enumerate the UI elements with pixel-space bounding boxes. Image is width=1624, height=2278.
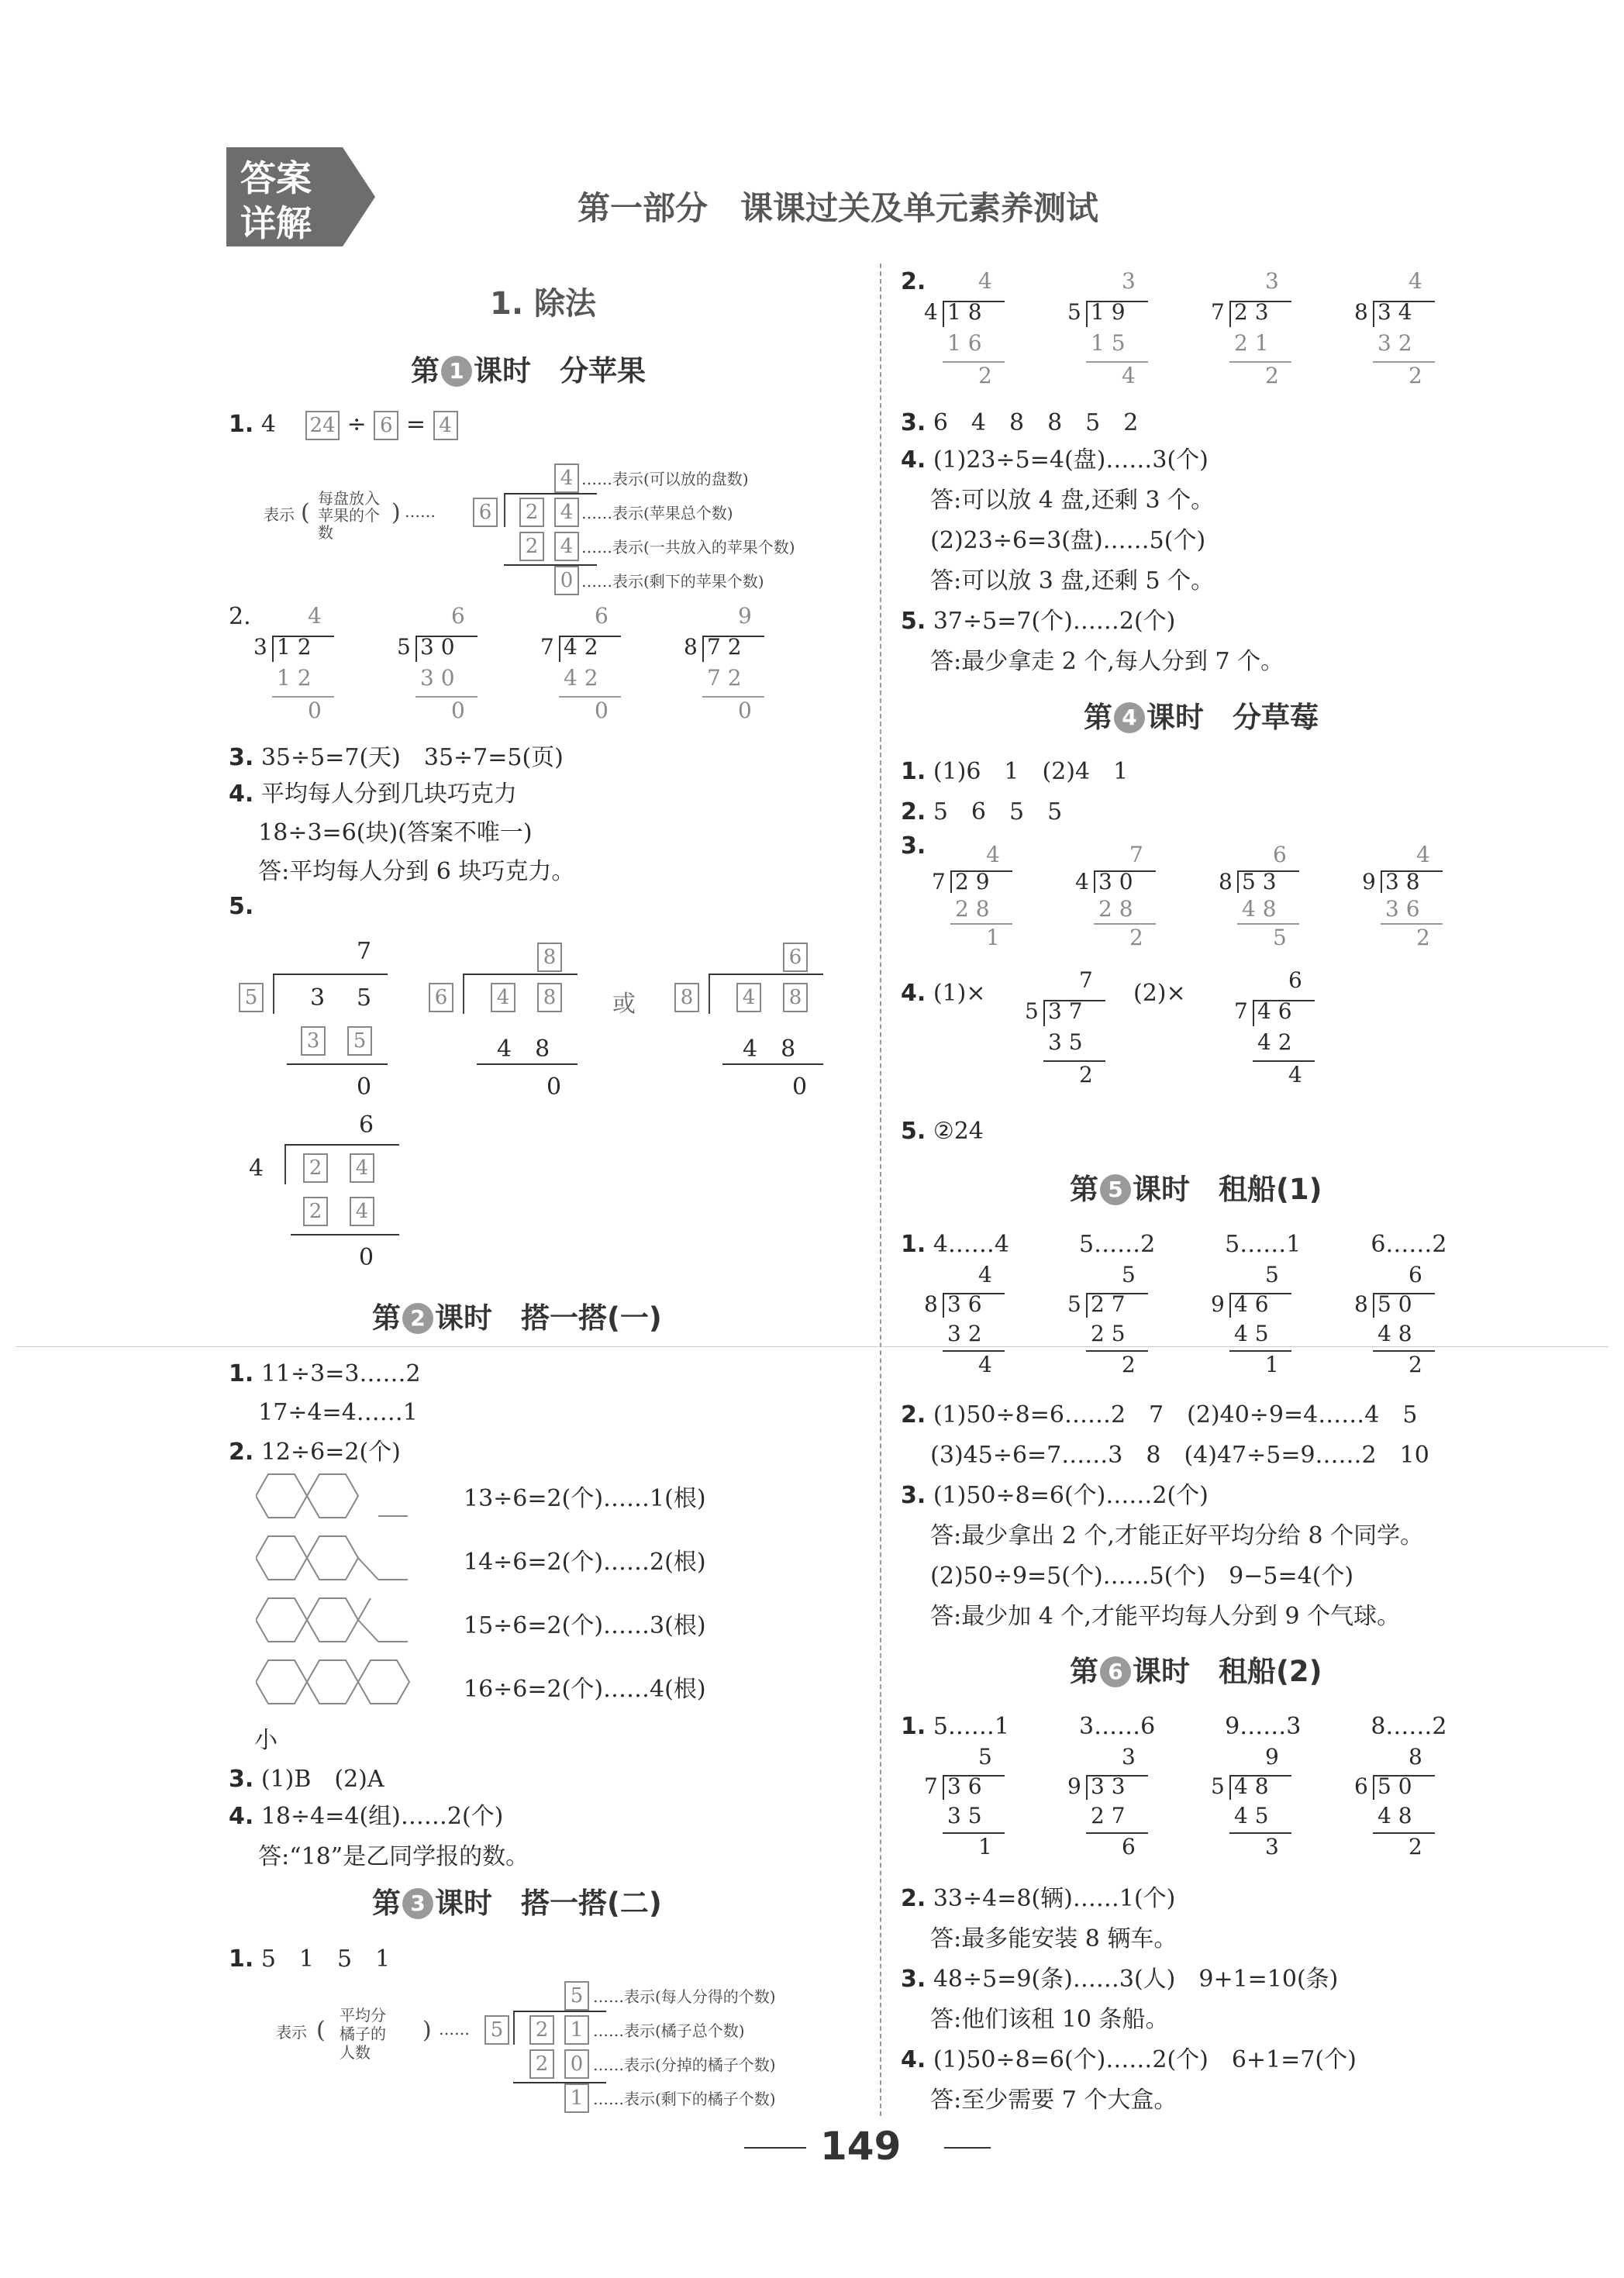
l4-q4: 4. (1)× bbox=[901, 980, 986, 1007]
division-bracket bbox=[950, 872, 952, 893]
l5-q2: 2. (1)50÷8=6……2 7 (2)40÷9=4……4 5 (3)45÷6=7……3 8 (4)47÷5=9……2 10 bbox=[901, 1401, 1429, 1469]
hexagon-row-2 bbox=[256, 1535, 411, 1583]
division-rule bbox=[943, 1832, 1005, 1834]
division-rule bbox=[1086, 1350, 1148, 1352]
division-divisor: 5 bbox=[1067, 1291, 1081, 1317]
l6-q2: 2. 33÷4=8(辆)……1(个) 答:最多能安装 8 辆车。 bbox=[901, 1885, 1177, 1952]
division-divisor: 9 bbox=[1067, 1773, 1081, 1799]
division-bracket bbox=[943, 1777, 944, 1800]
division-divisor: 8 bbox=[924, 1291, 938, 1317]
division-remainder: 1 bbox=[1265, 1352, 1279, 1377]
division-divisor: 4 bbox=[1075, 869, 1089, 894]
lesson-5-title: 第 5 课时 租船(1) bbox=[1070, 1173, 1322, 1206]
division-remainder: 1 bbox=[986, 925, 1000, 950]
r-q3: 3. 6 4 8 8 5 2 bbox=[901, 409, 1139, 436]
long-division bbox=[1209, 1262, 1310, 1380]
division-rule bbox=[272, 696, 334, 698]
l2-q2: 2. 12÷6=2(个) bbox=[229, 1439, 401, 1466]
division-remainder: 0 bbox=[451, 698, 465, 723]
division-product: 1 5 bbox=[1091, 330, 1126, 356]
long-division bbox=[922, 268, 1023, 392]
division-product: 3 6 bbox=[1385, 896, 1420, 922]
division-bracket bbox=[415, 637, 417, 662]
division-quotient: 4 bbox=[978, 268, 992, 294]
division-quotient: 9 bbox=[1265, 1744, 1279, 1770]
long-division bbox=[1066, 1744, 1167, 1862]
division-product: 1 6 bbox=[947, 330, 982, 356]
division-quotient: 4 bbox=[986, 842, 1000, 867]
division-dividend: 4 8 bbox=[1234, 1773, 1269, 1799]
division-dividend: 3 0 bbox=[1098, 869, 1133, 894]
division-remainder: 3 bbox=[1265, 1834, 1279, 1859]
division-dividend: 2 7 bbox=[1091, 1291, 1126, 1317]
division-remainder: 2 bbox=[1129, 925, 1143, 950]
division-dividend: 7 2 bbox=[707, 634, 742, 660]
division-dividend: 1 8 bbox=[947, 299, 982, 325]
division-quotient: 3 bbox=[1265, 268, 1279, 294]
division-remainder: 0 bbox=[308, 698, 322, 723]
l3-diagram: 表示 ( 平均分橘子的人数 ) …… 5 5 2 1 2 0 1 ……表示(每人分得的个数) ……表示(橘子总个数) ……表示(分掉的橘子个数) ……表示(剩下的橘子个数) bbox=[271, 1975, 876, 2111]
division-product: 4 8 bbox=[1377, 1321, 1412, 1346]
long-division bbox=[1233, 967, 1333, 1091]
l1-q5-label: 5. bbox=[229, 893, 254, 920]
division-rule bbox=[943, 1350, 1005, 1352]
division-remainder: 2 bbox=[1079, 1062, 1093, 1087]
division-dividend: 2 9 bbox=[955, 869, 990, 894]
r-q5: 5. 37÷5=7(个)……2(个) 答:最少拿走 2 个,每人分到 7 个。 bbox=[901, 608, 1284, 675]
l4-q3-label: 3. bbox=[901, 832, 926, 860]
division-product: 1 2 bbox=[277, 665, 312, 691]
l5-q3: 3. (1)50÷8=6(个)……2(个) 答:最少拿出 2 个,才能正好平均分给 8 个同学。 (2)50÷9=5(个)……5(个) 9−5=4(个) 答:最少加 4 个,才能平均每人分到 9 个气球。 bbox=[901, 1482, 1424, 1630]
long-division bbox=[1209, 268, 1310, 392]
division-divisor: 5 bbox=[1067, 299, 1081, 325]
l2-q1: 1. 11÷3=3……2 17÷4=4……1 bbox=[229, 1360, 421, 1426]
division-quotient: 4 bbox=[1416, 842, 1430, 867]
long-division bbox=[922, 1744, 1023, 1862]
division-divisor: 7 bbox=[932, 869, 946, 894]
division-divisor: 5 bbox=[397, 634, 411, 660]
l6-q3: 3. 48÷5=9(条)……3(人) 9+1=10(条) 答:他们该租 10 条船。 bbox=[901, 1966, 1339, 2033]
division-quotient: 3 bbox=[1122, 1744, 1136, 1770]
l1-q1: 1. 4 24 ÷ 6 = 4 bbox=[229, 411, 458, 440]
division-divisor: 5 bbox=[1211, 1773, 1225, 1799]
division-divisor: 8 bbox=[1354, 1291, 1368, 1317]
lesson-3-title: 第 3 课时 搭一搭(二) bbox=[372, 1887, 662, 1920]
division-product: 4 8 bbox=[1377, 1803, 1412, 1828]
division-product: 3 5 bbox=[947, 1803, 982, 1828]
l1-q2-divisions bbox=[252, 603, 857, 727]
column-divider bbox=[880, 264, 881, 2116]
l2-q2-row3: 15÷6=2(个)……3(根) bbox=[464, 1612, 706, 1639]
division-dividend: 5 0 bbox=[1377, 1773, 1412, 1799]
division-remainder: 2 bbox=[1122, 1352, 1136, 1377]
division-bracket bbox=[1373, 302, 1374, 327]
l2-q2-tail: 小 bbox=[254, 1727, 278, 1754]
long-division bbox=[682, 603, 783, 727]
division-rule bbox=[1253, 1060, 1315, 1062]
division-bracket bbox=[559, 637, 560, 662]
division-remainder: 0 bbox=[738, 698, 752, 723]
division-divisor: 5 bbox=[1025, 998, 1039, 1024]
division-rule bbox=[1229, 361, 1291, 363]
division-remainder: 4 bbox=[978, 1352, 992, 1377]
division-rule bbox=[702, 696, 764, 698]
long-division bbox=[1353, 1744, 1453, 1862]
division-rule bbox=[1373, 1832, 1435, 1834]
division-rule bbox=[1229, 1832, 1291, 1834]
division-product: 2 1 bbox=[1234, 330, 1269, 356]
l2-q4: 4. 18÷4=4(组)……2(个) 答:“18”是乙同学报的数。 bbox=[229, 1803, 529, 1870]
l6-q4: 4. (1)50÷8=6(个)……2(个) 6+1=7(个) 答:至少需要 7 个大盒。 bbox=[901, 2046, 1357, 2114]
division-bracket bbox=[272, 637, 274, 662]
long-division bbox=[922, 1262, 1023, 1380]
l1-q5-a: 7 5 3 5 3 5 0 bbox=[233, 938, 388, 1116]
division-rule bbox=[1043, 1060, 1105, 1062]
division-quotient: 5 bbox=[1265, 1262, 1279, 1287]
hexagon-row-1 bbox=[256, 1473, 411, 1521]
badge-line2: 详解 bbox=[240, 202, 312, 244]
lesson-4-title: 第 4 课时 分草莓 bbox=[1084, 701, 1319, 734]
division-quotient: 5 bbox=[978, 1744, 992, 1770]
division-dividend: 3 6 bbox=[947, 1291, 982, 1317]
division-rule bbox=[1373, 1350, 1435, 1352]
answer-badge bbox=[226, 147, 375, 246]
division-remainder: 2 bbox=[1265, 363, 1279, 388]
division-quotient: 4 bbox=[978, 1262, 992, 1287]
division-remainder: 2 bbox=[1409, 363, 1422, 388]
division-bracket bbox=[1237, 872, 1239, 893]
division-bracket bbox=[943, 302, 944, 327]
division-quotient: 4 bbox=[308, 603, 322, 629]
division-divisor: 9 bbox=[1211, 1291, 1225, 1317]
division-dividend: 4 6 bbox=[1234, 1291, 1269, 1317]
l1-q5-d: 6 4 2 4 2 4 0 bbox=[244, 1108, 399, 1287]
division-product: 3 2 bbox=[947, 1321, 982, 1346]
division-divisor: 6 bbox=[1354, 1773, 1368, 1799]
division-dividend: 3 0 bbox=[420, 634, 455, 660]
division-product: 4 8 bbox=[1242, 896, 1277, 922]
division-rule bbox=[1237, 923, 1299, 925]
r-q2-label: 2. bbox=[901, 268, 926, 295]
division-rule bbox=[1086, 1832, 1148, 1834]
division-dividend: 3 3 bbox=[1091, 1773, 1126, 1799]
division-dividend: 3 4 bbox=[1377, 299, 1412, 325]
division-quotient: 6 bbox=[595, 603, 609, 629]
division-divisor: 4 bbox=[924, 299, 938, 325]
l2-q3: 3. (1)B (2)A bbox=[229, 1766, 384, 1793]
division-divisor: 8 bbox=[1219, 869, 1233, 894]
division-remainder: 2 bbox=[1409, 1834, 1422, 1859]
division-remainder: 1 bbox=[978, 1834, 992, 1859]
long-division bbox=[1066, 268, 1167, 392]
division-rule bbox=[943, 361, 1005, 363]
division-product: 7 2 bbox=[707, 665, 742, 691]
division-product: 4 2 bbox=[1257, 1029, 1292, 1055]
division-divisor: 9 bbox=[1362, 869, 1376, 894]
division-bracket bbox=[1086, 302, 1088, 327]
l5-q1: 1. 4……4 5……2 5……1 6……2 bbox=[901, 1231, 1447, 1258]
division-bracket bbox=[1086, 1294, 1088, 1318]
division-remainder: 2 bbox=[1409, 1352, 1422, 1377]
hexagon-row-3 bbox=[256, 1597, 411, 1645]
division-product: 4 5 bbox=[1234, 1803, 1269, 1828]
division-rule bbox=[950, 923, 1012, 925]
division-quotient: 6 bbox=[451, 603, 465, 629]
division-dividend: 3 7 bbox=[1048, 998, 1083, 1024]
lesson-2-title: 第 2 课时 搭一搭(一) bbox=[372, 1301, 662, 1335]
division-bracket bbox=[1373, 1294, 1374, 1318]
unit-title: 1. 除法 bbox=[490, 286, 596, 322]
division-quotient: 3 bbox=[1122, 268, 1136, 294]
division-dividend: 1 9 bbox=[1091, 299, 1126, 325]
division-product: 2 8 bbox=[955, 896, 990, 922]
division-divisor: 7 bbox=[540, 634, 554, 660]
division-divisor: 8 bbox=[1354, 299, 1368, 325]
badge-line1: 答案 bbox=[240, 157, 312, 199]
division-bracket bbox=[1381, 872, 1382, 893]
division-product: 4 5 bbox=[1234, 1321, 1269, 1346]
division-bracket bbox=[1086, 1777, 1088, 1800]
l4-q5: 5. ②24 bbox=[901, 1118, 984, 1145]
division-bracket bbox=[1229, 1294, 1231, 1318]
lesson-6-title: 第 6 课时 租船(2) bbox=[1070, 1655, 1322, 1688]
l1-q2-label: 2. bbox=[229, 603, 251, 630]
division-product: 2 8 bbox=[1098, 896, 1133, 922]
division-dividend: 1 2 bbox=[277, 634, 312, 660]
footer-rule-left bbox=[744, 2147, 806, 2149]
l2-q2-row4: 16÷6=2(个)……4(根) bbox=[464, 1676, 706, 1703]
division-product: 3 2 bbox=[1377, 330, 1412, 356]
division-quotient: 7 bbox=[1129, 842, 1143, 867]
l6-q1: 1. 5……1 3……6 9……3 8……2 bbox=[901, 1713, 1447, 1740]
division-rule bbox=[1086, 361, 1148, 363]
long-division bbox=[395, 603, 496, 727]
division-divisor: 7 bbox=[1211, 299, 1225, 325]
division-bracket bbox=[1094, 872, 1095, 893]
long-division bbox=[539, 603, 640, 727]
division-remainder: 2 bbox=[1416, 925, 1430, 950]
division-bracket bbox=[702, 637, 704, 662]
division-bracket bbox=[1253, 1001, 1254, 1026]
long-division bbox=[1217, 842, 1318, 950]
division-dividend: 5 0 bbox=[1377, 1291, 1412, 1317]
division-dividend: 4 6 bbox=[1257, 998, 1292, 1024]
long-division bbox=[252, 603, 353, 727]
l4-q4-division-a bbox=[1023, 967, 1132, 1099]
l4-q1: 1. (1)6 1 (2)4 1 bbox=[901, 758, 1129, 785]
l1-q4: 4. 平均每人分到几块巧克力 18÷3=6(块)(答案不唯一) 答:平均每人分到 6 块巧克力。 bbox=[229, 781, 575, 885]
long-division bbox=[1360, 842, 1461, 950]
l4-q2: 2. 5 6 5 5 bbox=[901, 798, 1063, 825]
division-dividend: 3 8 bbox=[1385, 869, 1420, 894]
division-quotient: 7 bbox=[1079, 967, 1093, 993]
division-remainder: 2 bbox=[978, 363, 992, 388]
division-rule bbox=[1094, 923, 1156, 925]
division-bracket bbox=[1229, 1777, 1231, 1800]
footer-rule-right bbox=[944, 2147, 991, 2149]
long-division bbox=[1353, 268, 1453, 392]
division-bracket bbox=[943, 1294, 944, 1318]
division-quotient: 9 bbox=[738, 603, 752, 629]
division-remainder: 6 bbox=[1122, 1834, 1136, 1859]
lesson-1-title: 第 1 课时 分苹果 bbox=[411, 354, 646, 388]
division-rule bbox=[1373, 361, 1435, 363]
division-product: 2 5 bbox=[1091, 1321, 1126, 1346]
l1-q5-c: 6 8 4 8 4 8 0 bbox=[668, 938, 823, 1116]
division-remainder: 4 bbox=[1122, 363, 1136, 388]
l3-q1: 1. 5 1 5 1 bbox=[229, 1945, 391, 1973]
division-dividend: 3 6 bbox=[947, 1773, 982, 1799]
division-product: 2 7 bbox=[1091, 1803, 1126, 1828]
division-rule bbox=[1381, 923, 1443, 925]
l2-q2-row1: 13÷6=2(个)……1(根) bbox=[464, 1485, 706, 1512]
page-number: 149 bbox=[820, 2124, 902, 2169]
division-bracket bbox=[1373, 1777, 1374, 1800]
long-division bbox=[1023, 967, 1124, 1091]
l2-q2-row2: 14÷6=2(个)……2(根) bbox=[464, 1549, 706, 1576]
l1-q5-or: 或 bbox=[612, 991, 636, 1018]
hexagon-row-4 bbox=[256, 1659, 411, 1707]
division-rule bbox=[1229, 1350, 1291, 1352]
division-rule bbox=[559, 696, 621, 698]
division-divisor: 3 bbox=[253, 634, 267, 660]
division-product: 4 2 bbox=[564, 665, 598, 691]
division-divisor: 7 bbox=[924, 1773, 938, 1799]
long-division bbox=[1209, 1744, 1310, 1862]
l4-q4-p2: (2)× bbox=[1133, 980, 1186, 1007]
l4-q3-divisions bbox=[930, 842, 1535, 958]
division-product: 3 0 bbox=[420, 665, 455, 691]
division-remainder: 5 bbox=[1273, 925, 1287, 950]
division-quotient: 6 bbox=[1273, 842, 1287, 867]
l4-q4-division-b bbox=[1233, 967, 1341, 1099]
division-quotient: 6 bbox=[1409, 1262, 1422, 1287]
division-dividend: 5 3 bbox=[1242, 869, 1277, 894]
division-remainder: 4 bbox=[1288, 1062, 1302, 1087]
l1-diagram: 表示 ( 每盘放入苹果的个数 ) …… 6 4 2 4 2 4 0 ……表示(可以放的盘数) ……表示(苹果总个数) ……表示(一共放入的苹果个数) ……表示(剩下的苹果个数) bbox=[256, 457, 876, 593]
division-product: 3 5 bbox=[1048, 1029, 1083, 1055]
division-quotient: 6 bbox=[1288, 967, 1302, 993]
l5-q1-divisions bbox=[922, 1262, 1527, 1382]
division-divisor: 8 bbox=[684, 634, 698, 660]
division-divisor: 7 bbox=[1234, 998, 1248, 1024]
division-bracket bbox=[1229, 302, 1231, 327]
l6-q1-divisions bbox=[922, 1744, 1527, 1864]
r-q4: 4. (1)23÷5=4(盘)……3(个) 答:可以放 4 盘,还剩 3 个。 (2)23÷6=3(盘)……5(个) 答:可以放 3 盘,还剩 5 个。 bbox=[901, 446, 1215, 594]
division-bracket bbox=[1043, 1001, 1045, 1026]
division-dividend: 2 3 bbox=[1234, 299, 1269, 325]
l1-q5-b: 8 6 4 8 4 8 0 bbox=[422, 938, 578, 1116]
division-remainder: 0 bbox=[595, 698, 609, 723]
long-division bbox=[930, 842, 1031, 950]
page-title: 第一部分 课课过关及单元素养测试 bbox=[578, 189, 1099, 227]
long-division bbox=[1353, 1262, 1453, 1380]
l1-q3: 3. 35÷5=7(天) 35÷7=5(页) bbox=[229, 744, 564, 771]
long-division bbox=[1066, 1262, 1167, 1380]
division-dividend: 4 2 bbox=[564, 634, 598, 660]
division-rule bbox=[415, 696, 478, 698]
division-quotient: 4 bbox=[1409, 268, 1422, 294]
division-quotient: 5 bbox=[1122, 1262, 1136, 1287]
division-quotient: 8 bbox=[1409, 1744, 1422, 1770]
r-q2-divisions bbox=[922, 268, 1527, 392]
long-division bbox=[1074, 842, 1174, 950]
